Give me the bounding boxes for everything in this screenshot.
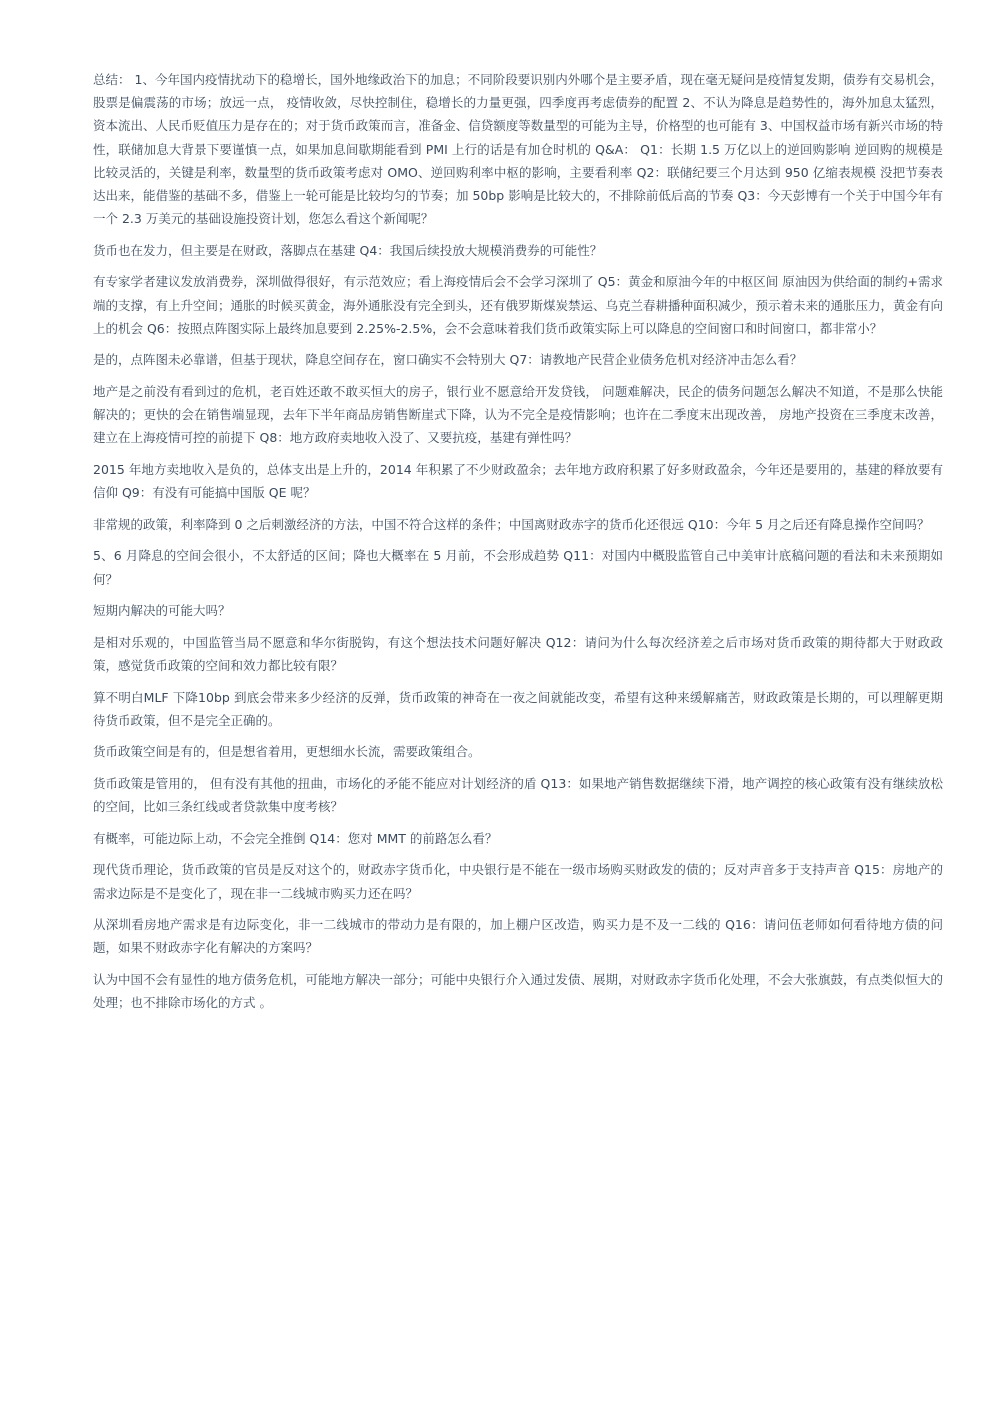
- answer-paragraph-q9: 非常规的政策，利率降到 0 之后刺激经济的方法，中国不符合这样的条件；中国离财政赤字的货币化还很远 Q10：今年 5 月之后还有降息操作空间吗？: [93, 516, 930, 532]
- answer-paragraph-q7: 地产是之前没有看到过的危机，老百姓还敢不敢买恒大的房子，银行业不愿意给开发贷钱， 问题难解决，民企的债务问题怎么解决不知道，不是那么快能解决的；更快的会在销售端显现，去年下半年商品房销售断崖式下降，认为不完全是疫情影响；也许在二季度末出现改善， 房地产投资在三季度末改善，建立在上海疫情可控的前提下 Q8：地方政府卖地收入没了、又要抗疫，基建有弹性吗？: [93, 384, 943, 446]
- summary-paragraph: 总结： 1、今年国内疫情扰动下的稳增长，国外地缘政治下的加息；不同阶段要识别内外哪个是主要矛盾，现在毫无疑问是疫情复发期，债券有交易机会，股票是偏震荡的市场；放远一点， 疫情收敛，尽快控制住，稳增长的力量更强，四季度再考虑债券的配置 2、不认为降息是趋势性的，海外加息太猛烈，资本流出、人民币贬值压力是存在的；对于货币政策而言，准备金、信贷额度等数量型的可能为主导，价格型的也可能有 3、中国权益市场有新兴市场的特性，联储加息大背景下要谨慎一点，如果加息间歇期能看到 PMI 上行的话是有加仓时机的 Q&A： Q1：长期 1.5 万亿以上的逆回购影响 逆回购的规模是比较灵活的，关键是利率，数量型的货币政策考虑对 OMO、逆回购利率中枢的影响，主要看利率 Q2：联储纪要三个月达到 950 亿缩表规模 没把节奏表达出来，能借鉴的基础不多，借鉴上一轮可能是比较均匀的节奏；加 50bp 影响是比较大的，不排除前低后高的节奏 Q3：今天彭博有一个关于中国今年有一个 2.3 万美元的基础设施投资计划，您怎么看这个新闻呢？: [93, 72, 943, 227]
- answer-paragraph-q12: 算不明白MLF 下降10bp 到底会带来多少经济的反弹，货币政策的神奇在一夜之间就能改变，希望有这种来缓解痛苦，财政政策是长期的，可以理解更期待货币政策，但不是完全正确的。: [93, 689, 943, 728]
- answer-paragraph-q11: 是相对乐观的，中国监管当局不愿意和华尔街脱钩，有这个想法技术问题好解决 Q12：请问为什么每次经济差之后市场对货币政策的期待都大于财政政策，感觉货币政策的空间和效力都比较有限？: [93, 634, 943, 673]
- answer-paragraph-q12-cont: 货币政策空间是有的，但是想省着用，更想细水长流，需要政策组合。: [93, 744, 481, 760]
- question-continuation-q11: 短期内解决的可能大吗？: [93, 603, 231, 619]
- document-body: [93, 68, 943, 1023]
- answer-paragraph-q12-cont2: 货币政策是管用的， 但有没有其他的扭曲，市场化的矛能不能应对计划经济的盾 Q13：如果地产销售数据继续下滑，地产调控的核心政策有没有继续放松的空间，比如三条红线或者贷款集中度考核？: [93, 775, 943, 815]
- answer-paragraph-q3: 货币也在发力，但主要是在财政，落脚点在基建 Q4：我国后续投放大规模消费券的可能性？: [93, 242, 603, 258]
- answer-paragraph-q6: 是的，点阵图未必靠谱，但基于现状，降息空间存在，窗口确实不会特别大 Q7：请教地产民营企业债务危机对经济冲击怎么看？: [93, 352, 803, 368]
- answer-paragraph-q4: 有专家学者建议发放消费券，深圳做得很好，有示范效应；看上海疫情后会不会学习深圳了 Q5：黄金和原油今年的中枢区间 原油因为供给面的制约+需求端的支撑，有上升空间；通胀的时候买黄金，海外通胀没有完全到头，还有俄罗斯煤炭禁运、乌克兰春耕播种面积减少，预示着未来的通胀压力，黄金有向上的机会 Q6：按照点阵图实际上最终加息要到 2.25%-2.5%，会不会意味着我们货币政策实际上可以降息的空间窗口和时间窗口，都非常小？: [93, 274, 944, 336]
- answer-paragraph-q13: 有概率，可能边际上动，不会完全推倒 Q14：您对 MMT 的前路怎么看？: [93, 830, 498, 846]
- answer-paragraph-q15: 从深圳看房地产需求是有边际变化，非一二线城市的带动力是有限的，加上棚户区改造，购买力是不及一二线的 Q16：请问伍老师如何看待地方债的问题，如果不财政赤字化有解决的方案吗？: [93, 917, 943, 956]
- answer-paragraph-q14: 现代货币理论，货币政策的官员是反对这个的，财政赤字货币化，中央银行是不能在一级市场购买财政发的债的；反对声音多于支持声音 Q15：房地产的需求边际是不是变化了，现在非一二线城市购买力还在吗？: [93, 862, 943, 901]
- answer-paragraph-q16: 认为中国不会有显性的地方债务危机，可能地方解决一部分；可能中央银行介入通过发债、展期，对财政赤字货币化处理，不会大张旗鼓，有点类似恒大的处理；也不排除市场化的方式 。: [93, 971, 944, 1011]
- answer-paragraph-q10: 5、6 月降息的空间会很小，不太舒适的区间；降也大概率在 5 月前，不会形成趋势 Q11：对国内中概股监管自己中美审计底稿问题的看法和未来预期如何？: [93, 548, 943, 587]
- answer-paragraph-q8: 2015 年地方卖地收入是负的，总体支出是上升的，2014 年积累了不少财政盈余；去年地方政府积累了好多财政盈余，今年还是要用的，基建的释放要有信仰 Q9：有没有可能搞中国版 QE 呢？: [93, 462, 943, 501]
